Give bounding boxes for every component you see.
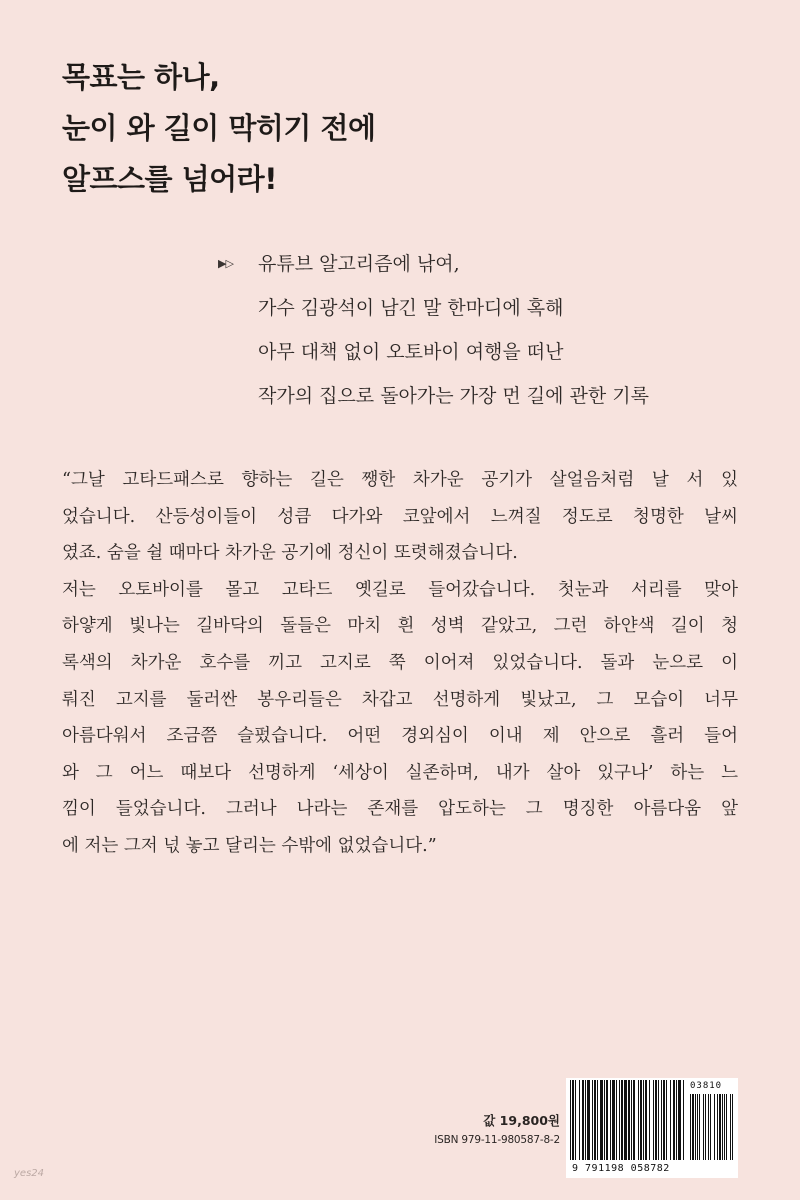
headline-line: 목표는 하나, (62, 60, 220, 94)
barcode-bar (703, 1094, 704, 1160)
barcode-bar (710, 1094, 711, 1160)
double-arrow-icon: ▶▷ (218, 257, 233, 270)
barcode-bar (719, 1094, 721, 1160)
price-info (412, 1111, 560, 1149)
excerpt-line: 와 그 어느 때보다 선명하게 ‘세상이 실존하며, 내가 살아 있구나’ 하는 느 (62, 762, 738, 783)
barcode-bar (633, 1080, 635, 1160)
summary-text: 유튜브 알고리즘에 낚여, (258, 253, 460, 275)
barcode-bar (724, 1094, 725, 1160)
barcode-bar (695, 1094, 696, 1160)
barcode-bar (612, 1080, 615, 1160)
barcode-bar (572, 1080, 574, 1160)
barcode-bar (585, 1080, 586, 1160)
barcode-bar (683, 1080, 684, 1160)
barcode-bar (732, 1094, 733, 1160)
barcode-bar (717, 1094, 718, 1160)
barcode-bar (722, 1094, 723, 1160)
excerpt-line: 였죠. 숨을 쉴 때마다 차가운 공기에 정신이 또렷해졌습니다. (62, 543, 518, 564)
barcode-bar (658, 1080, 659, 1160)
barcode-bar (610, 1080, 611, 1160)
barcode-bar (661, 1080, 662, 1160)
barcode-bar (621, 1080, 623, 1160)
isbn-label: ISBN 979-11-980587-8-2 (434, 1134, 560, 1146)
barcode-bar (726, 1094, 727, 1160)
summary-line: 아무 대책 없이 오토바이 여행을 떠난 (258, 341, 564, 363)
barcode-bar (643, 1080, 644, 1160)
barcode-bar (570, 1080, 571, 1160)
headline-line: 알프스를 넘어라! (62, 162, 277, 196)
book-summary (218, 242, 649, 418)
book-excerpt (62, 462, 738, 865)
excerpt-line: 저는 오토바이를 몰고 고타드 옛길로 들어갔습니다. 첫눈과 서리를 맞아 (62, 579, 738, 600)
barcode-bar (619, 1080, 620, 1160)
isbn-barcode (566, 1078, 738, 1178)
excerpt-line: 아름다워서 조금쯤 슬펐습니다. 어떤 경외심이 이내 제 안으로 흘러 들어 (62, 726, 738, 747)
barcode-bars (568, 1080, 736, 1160)
barcode-digits: 9 791198 058782 (572, 1163, 670, 1174)
barcode-bar (730, 1094, 731, 1160)
barcode-bar (714, 1094, 715, 1160)
barcode-addon-code: 03810 (690, 1081, 723, 1091)
headline (62, 52, 376, 205)
barcode-bar (670, 1080, 671, 1160)
barcode-bar (653, 1080, 654, 1160)
barcode-bar (594, 1080, 596, 1160)
barcode-bar (600, 1080, 603, 1160)
barcode-bar (673, 1080, 675, 1160)
excerpt-line: 낌이 들었습니다. 그러나 나라는 존재를 압도하는 그 명징한 아름다움 앞 (62, 799, 738, 820)
excerpt-line: 하얗게 빛나는 길바닥의 돌들은 마치 흰 성벽 같았고, 그런 하얀색 길이 청 (62, 616, 738, 637)
headline-line: 눈이 와 길이 막히기 전에 (62, 111, 376, 145)
yes24-watermark: yes24 (14, 1168, 45, 1179)
excerpt-line: 록색의 차가운 호수를 끼고 고지로 쭉 이어져 있었습니다. 돌과 눈으로 이 (62, 652, 738, 673)
barcode-bar (708, 1094, 709, 1160)
excerpt-line: 었습니다. 산등성이들이 성큼 다가와 코앞에서 느껴질 정도로 청명한 날씨 (62, 506, 738, 527)
excerpt-line: “그날 고타드패스로 향하는 길은 쨍한 차가운 공기가 살얼음처럼 날 서 있 (62, 470, 738, 490)
barcode-bar (597, 1080, 598, 1160)
summary-line: 가수 김광석이 남긴 말 한마디에 혹해 (258, 297, 564, 319)
barcode-bar (640, 1080, 642, 1160)
barcode-bar (616, 1080, 617, 1160)
barcode-bar (676, 1080, 677, 1160)
barcode-bar (606, 1080, 608, 1160)
barcode-bar (624, 1080, 627, 1160)
barcode-bar (604, 1080, 605, 1160)
barcode-bar (582, 1080, 584, 1160)
barcode-bar (631, 1080, 632, 1160)
barcode-bar (628, 1080, 630, 1160)
barcode-bar (592, 1080, 593, 1160)
barcode-bar (678, 1080, 681, 1160)
excerpt-line: 뤄진 고지를 둘러싼 봉우리들은 차갑고 선명하게 빛났고, 그 모습이 너무 (62, 689, 738, 710)
barcode-bar (697, 1094, 698, 1160)
price-label: 값 19,800원 (483, 1113, 560, 1128)
barcode-bar (575, 1080, 576, 1160)
barcode-bar (649, 1080, 650, 1160)
barcode-bar (587, 1080, 590, 1160)
barcode-bar (645, 1080, 647, 1160)
barcode-bar (666, 1080, 667, 1160)
summary-line (218, 242, 649, 286)
barcode-bar (638, 1080, 639, 1160)
excerpt-line: 에 저는 그저 넋 놓고 달리는 수밖에 없었습니다.” (62, 835, 437, 856)
barcode-bar (655, 1080, 657, 1160)
barcode-bar (699, 1094, 700, 1160)
summary-line: 작가의 집으로 돌아가는 가장 먼 길에 관한 기록 (258, 385, 650, 407)
barcode-bar (705, 1094, 706, 1160)
barcode-bar (692, 1094, 694, 1160)
barcode-bar (690, 1094, 691, 1160)
barcode-bar (579, 1080, 580, 1160)
barcode-bar (663, 1080, 665, 1160)
